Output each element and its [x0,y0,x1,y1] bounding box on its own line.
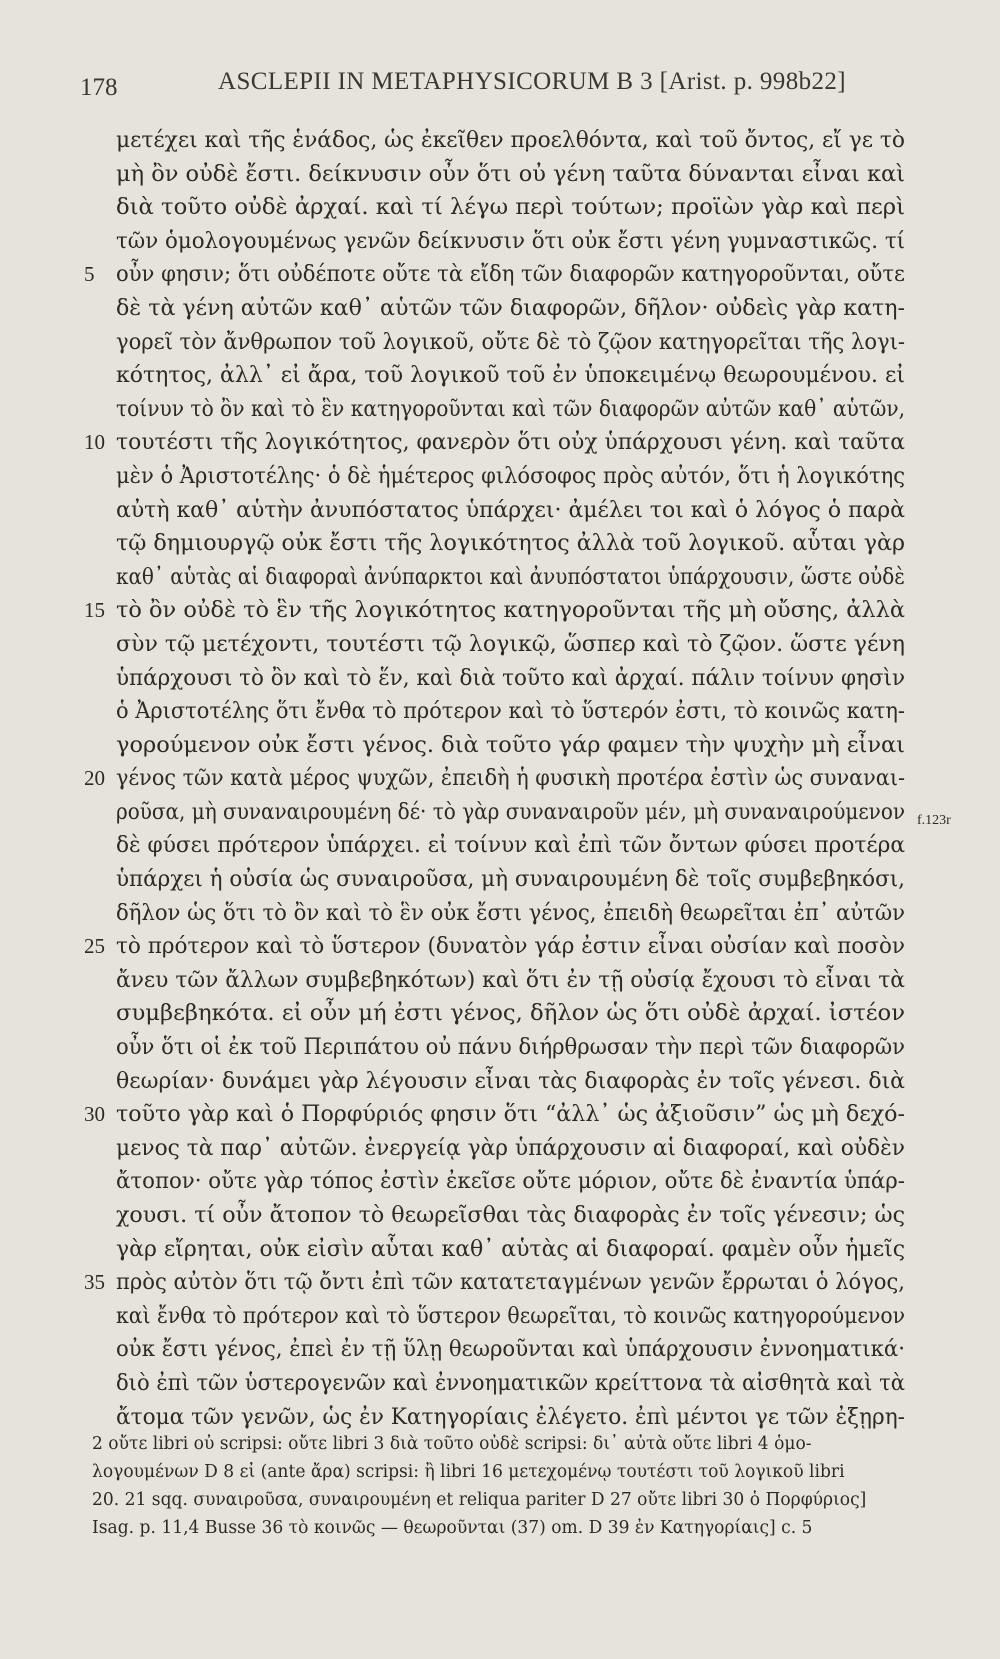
text-line [0,460,1000,494]
line-text: κότητος, ἀλλ᾽ εἰ ἄρα, τοῦ λογικοῦ τοῦ ἐν ὑποκειμένῳ θεωρουμένου. εἰ [116,363,905,389]
line-text: γορεῖ τὸν ἄνθρωπον τοῦ λογικοῦ, οὔτε δὲ τὸ ζῷον κατηγορεῖται τῆς λογι- [116,329,905,355]
line-text: οὐκ ἔστι γένος, ἐπεὶ ἐν τῇ ὕλῃ θεωροῦνται καὶ ὑπάρχουσιν ἐννοηματικά· [116,1337,905,1363]
text-line [0,225,1000,259]
line-text: σὺν τῷ μετέχοντι, τουτέστι τῷ λογικῷ, ὥσπερ καὶ τὸ ζῷον. ὥστε γένη [116,631,905,657]
line-text: ὁ Ἀριστοτέλης ὅτι ἔνθα τὸ πρότερον καὶ τὸ ὕστερόν ἐστι, τὸ κοινῶς κατη- [116,699,905,725]
line-text: γένος τῶν κατὰ μέρος ψυχῶν, ἐπειδὴ ἡ φυσικὴ προτέρα ἐστὶν ὡς συναναι- [116,766,905,792]
text-line [0,1132,1000,1166]
line-text: τοίνυν τὸ ὂν καὶ τὸ ἓν κατηγοροῦνται καὶ τῶν διαφορῶν αὐτῶν καθ᾽ αὑτῶν, [116,396,905,422]
line-text: αὐτὴ καθ᾽ αὑτὴν ἀνυπόστατος ὑπάρχει· ἀμέλει τοι καὶ ὁ λόγος ὁ παρὰ [116,497,905,523]
margin-folio-note: f.123r [917,813,951,828]
line-text: μὴ ὂν οὐδὲ ἔστι. δείκνυσιν οὖν ὅτι οὐ γένη ταῦτα δύνανται εἶναι καὶ [116,161,905,187]
apparatus-line: Isag. p. 11,4 Busse 36 τὸ κοινῶς — θεωροῦνται (37) om. D 39 ἐν Κατηγορίαις] c. 5 [92,1518,813,1538]
text-line [0,124,1000,158]
apparatus-line: λογουμένων D 8 εἰ (ante ἄρα) scripsi: ἢ libri 16 μετεχομένῳ τουτέστι τοῦ λογικοῦ libri [92,1462,845,1482]
line-text: καθ᾽ αὑτὰς αἱ διαφοραὶ ἀνύπαρκτοι καὶ ἀνυπόστατοι ὑπάρχουσιν, ὥστε οὐδὲ [116,564,905,590]
line-number: 30 [84,1102,105,1127]
line-text: ροῦσα, μὴ συναναιρουμένη δέ· τὸ γὰρ συναναιροῦν μέν, μὴ συναναιρούμενον [116,799,905,825]
line-text: γὰρ εἴρηται, οὐκ εἰσὶν αὗται καθ᾽ αὑτὰς αἱ διαφοραί. φαμὲν οὖν ἡμεῖς [116,1236,905,1262]
line-text: πρὸς αὐτὸν ὅτι τῷ ὄντι ἐπὶ τῶν κατατεταγμένων γενῶν ἔρρωται ὁ λόγος, [116,1270,905,1296]
line-text: τοῦτο γὰρ καὶ ὁ Πορφύριός φησιν ὅτι “ἀλλ᾽ ὡς ἀξιοῦσιν” ὡς μὴ δεχό- [116,1102,905,1128]
text-line [0,594,1000,628]
line-text: οὖν ὅτι οἱ ἐκ τοῦ Περιπάτου οὐ πάνυ διήρθρωσαν τὴν περὶ τῶν διαφορῶν [116,1035,905,1061]
text-line [0,393,1000,427]
text-line [0,1233,1000,1267]
line-number: 10 [84,430,105,455]
text-line [0,1333,1000,1367]
text-line [0,863,1000,897]
line-text: οὖν φησιν; ὅτι οὐδέποτε οὔτε τὰ εἴδη τῶν διαφορῶν κατηγοροῦνται, οὔτε [116,262,905,288]
text-line [0,426,1000,460]
text-line [0,1165,1000,1199]
text-line [0,930,1000,964]
text-line [0,1266,1000,1300]
text-line [0,326,1000,360]
line-text: συμβεβηκότα. εἰ οὖν μή ἐστι γένος, δῆλον ὡς ὅτι οὐδὲ ἀρχαί. ἰστέον [116,1001,905,1027]
line-text: διὰ τοῦτο οὐδὲ ἀρχαί. καὶ τί λέγω περὶ τούτων; προϊὼν γὰρ καὶ περὶ [116,195,905,221]
line-text: ἄτομα τῶν γενῶν, ὡς ἐν Κατηγορίαις ἐλέγετο. ἐπὶ μέντοι γε τῶν ἐξῃρη- [116,1404,905,1430]
text-line [0,695,1000,729]
text-line [0,997,1000,1031]
line-number: 20 [84,766,105,791]
text-line [0,964,1000,998]
critical-apparatus [92,1430,952,1542]
line-text: ἄνευ τῶν ἄλλων συμβεβηκότων) καὶ ὅτι ἐν τῇ οὐσίᾳ ἔχουσι τὸ εἶναι τὰ [116,967,905,993]
text-line [0,561,1000,595]
text-line [0,527,1000,561]
line-number: 35 [84,1270,105,1295]
line-text: μετέχει καὶ τῆς ἑνάδος, ὡς ἐκεῖθεν προελθόντα, καὶ τοῦ ὄντος, εἴ γε τὸ [116,128,905,153]
line-text: θεωρίαν· δυνάμει γὰρ λέγουσιν εἶναι τὰς διαφορὰς ἐν τοῖς γένεσι. διὰ [116,1068,905,1094]
text-line [0,1031,1000,1065]
line-text: τουτέστι τῆς λογικότητος, φανερὸν ὅτι οὐχ ὑπάρχουσι γένη. καὶ ταῦτα [116,430,905,456]
line-number: 15 [84,598,105,623]
line-text: δὲ τὰ γένη αὐτῶν καθ᾽ αὑτῶν τῶν διαφορῶν, δῆλον· οὐδεὶς γὰρ κατη- [116,295,905,321]
text-line [0,729,1000,763]
text-line [0,191,1000,225]
line-text: μενος τὰ παρ᾽ αὐτῶν. ἐνεργείᾳ γὰρ ὑπάρχουσιν αἱ διαφοραί, καὶ οὐδὲν [116,1135,905,1161]
line-text: δὲ φύσει πρότερον ὑπάρχει. εἰ τοίνυν καὶ ἐπὶ τῶν ὄντων φύσει προτέρα [116,833,905,859]
text-line [0,158,1000,192]
text-line [0,258,1000,292]
text-line [0,829,1000,863]
line-text: ἄτοπον· οὔτε γὰρ τόπος ἐστὶν ἐκεῖσε οὔτε μόριον, οὔτε δὲ ἐναντία ὑπάρ- [116,1169,905,1195]
line-text: γορούμενον οὐκ ἔστι γένος. διὰ τοῦτο γάρ φαμεν τὴν ψυχὴν μὴ εἶναι [116,732,905,758]
line-text: ὑπάρχει ἡ οὐσία ὡς συναιροῦσα, μὴ συναιρουμένη δὲ τοῖς συμβεβηκόσι, [116,867,905,893]
text-line [0,359,1000,393]
line-number: 5 [84,262,95,287]
line-text: χουσι. τί οὖν ἄτοπον τὸ θεωρεῖσθαι τὰς διαφορὰς ἐν τοῖς γένεσιν; ὡς [116,1203,905,1228]
line-text: τὸ ὂν οὐδὲ τὸ ἓν τῆς λογικότητος κατηγοροῦνται τῆς μὴ οὔσης, ἀλλὰ [116,598,905,624]
text-line [0,628,1000,662]
text-line [0,1065,1000,1099]
text-line [0,796,1000,830]
line-text: καὶ ἔνθα τὸ πρότερον καὶ τὸ ὕστερον θεωρεῖται, τὸ κοινῶς κατηγορούμενον [116,1303,905,1329]
text-line [0,897,1000,931]
text-line [0,762,1000,796]
line-text: τὸ πρότερον καὶ τὸ ὕστερον (δυνατὸν γάρ ἐστιν εἶναι οὐσίαν καὶ ποσὸν [116,934,905,960]
line-text: ὑπάρχουσι τὸ ὂν καὶ τὸ ἕν, καὶ διὰ τοῦτο καὶ ἀρχαί. πάλιν τοίνυν φησὶν [116,665,905,691]
line-number: 25 [84,934,105,959]
line-text: τῷ δημιουργῷ οὐκ ἔστι τῆς λογικότητος ἀλλὰ τοῦ λογικοῦ. αὗται γὰρ [116,531,905,557]
running-title: ASCLEPII IN METAPHYSICORUM B 3 [Arist. p. 998b22] [218,68,847,95]
line-text: μὲν ὁ Ἀριστοτέλης· ὁ δὲ ἡμέτερος φιλόσοφος πρὸς αὐτόν, ὅτι ἡ λογικότης [116,463,905,489]
line-text: τῶν ὁμολογουμένως γενῶν δείκνυσιν ὅτι οὐκ ἔστι γένη γυμναστικῶς. τί [116,228,905,254]
page-number: 178 [80,74,118,101]
main-text [0,124,1000,1434]
page-header [78,68,908,108]
apparatus-line: 2 οὔτε libri οὐ scripsi: οὔτε libri 3 διὰ τοῦτο οὐδὲ scripsi: δι᾽ αὐτὰ οὔτε libri 4 ὁμο- [92,1434,812,1454]
text-line [0,1367,1000,1401]
text-line [0,1098,1000,1132]
text-line [0,1300,1000,1334]
text-line [0,292,1000,326]
apparatus-line: 20. 21 sqq. συναιροῦσα, συναιρουμένη et reliqua pariter D 27 οὔτε libri 30 ὁ Πορφύριος] [92,1490,867,1510]
text-line [0,662,1000,696]
text-line [0,494,1000,528]
line-text: διὸ ἐπὶ τῶν ὑστερογενῶν καὶ ἐννοηματικῶν κρείττονα τὰ αἰσθητὰ καὶ τὰ [116,1370,905,1396]
line-text: δῆλον ὡς ὅτι τὸ ὂν καὶ τὸ ἓν οὐκ ἔστι γένος, ἐπειδὴ θεωρεῖται ἐπ᾽ αὐτῶν [116,900,905,926]
text-line [0,1199,1000,1233]
